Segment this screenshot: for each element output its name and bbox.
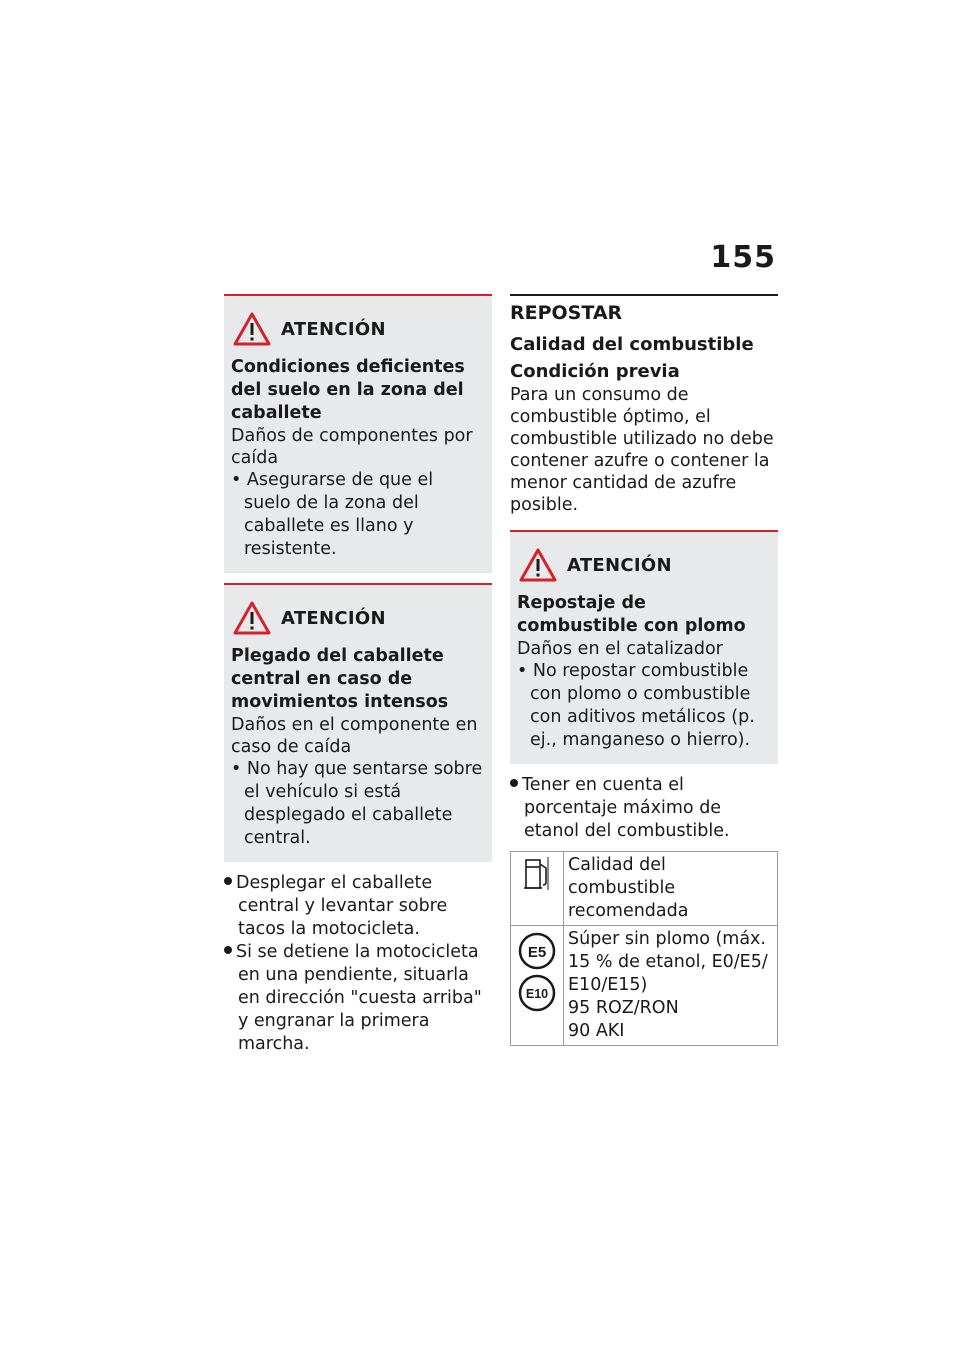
warning-triangle-icon xyxy=(233,601,271,635)
precondition-title: Condición previa xyxy=(510,361,680,382)
table-cell xyxy=(511,926,564,1046)
fuel-pump-icon xyxy=(522,854,552,892)
list-item: Si se detiene la motocicleta en una pendiente, situarla en dirección "cuesta arriba" y engranar la primera marcha. xyxy=(224,941,492,1056)
body-paragraph: Para un consumo de combustible óptimo, el combustible utilizado no debe contener azufre o contener la menor cantidad de azufre posible. xyxy=(510,385,774,515)
warning-box xyxy=(224,583,492,862)
left-column xyxy=(224,294,492,1056)
fuel-spec-line: Súper sin plomo (máx. 15 % de etanol, E0/E5/ E10/E15) xyxy=(568,929,768,995)
fuel-spec-line: 90 AKI xyxy=(568,1021,625,1041)
e5-badge-icon xyxy=(518,932,556,970)
warning-action: • Asegurarse de que el suelo de la zona del caballete es llano y resistente. xyxy=(231,470,434,559)
warning-title: ATENCIÓN xyxy=(281,318,386,340)
svg-text:E10: E10 xyxy=(525,987,549,1001)
table-header-cell: Calidad del combustible recomendada xyxy=(564,852,778,926)
warning-subtitle: Plegado del caballete central en caso de movimientos intensos xyxy=(231,646,449,712)
section-title: REPOSTAR xyxy=(510,294,778,327)
warning-title: ATENCIÓN xyxy=(281,607,386,629)
list-item: Desplegar el caballete central y levantar sobre tacos la motocicleta. xyxy=(224,872,492,941)
warning-cause: Daños en el componente en caso de caída xyxy=(231,715,478,757)
subsection-title: Calidad del combustible xyxy=(510,334,754,355)
page-number: 155 xyxy=(710,240,776,275)
warning-triangle-icon xyxy=(233,312,271,346)
fuel-quality-table xyxy=(510,851,778,1046)
warning-title: ATENCIÓN xyxy=(567,554,672,576)
warning-box xyxy=(224,294,492,573)
fuel-spec-line: 95 ROZ/RON xyxy=(568,998,679,1018)
warning-cause: Daños en el catalizador xyxy=(517,639,723,659)
table-cell xyxy=(564,926,778,1046)
instruction-list xyxy=(510,774,778,843)
warning-action: • No repostar combustible con plomo o combustible con aditivos metálicos (p. ej., manganeso o hierro). xyxy=(517,661,755,750)
bullet-icon xyxy=(224,946,232,954)
bullet-icon xyxy=(510,779,518,787)
instruction-list xyxy=(224,872,492,1056)
list-item: Tener en cuenta el porcentaje máximo de etanol del combustible. xyxy=(510,774,778,843)
warning-triangle-icon xyxy=(519,548,557,582)
right-column xyxy=(510,294,778,1046)
warning-subtitle: Repostaje de combustible con plomo xyxy=(517,593,746,636)
svg-text:E5: E5 xyxy=(527,944,547,961)
table-row xyxy=(511,926,778,1046)
warning-box xyxy=(510,530,778,764)
bullet-icon xyxy=(224,877,232,885)
warning-subtitle: Condiciones deficientes del suelo en la zona del caballete xyxy=(231,357,465,423)
warning-action: • No hay que sentarse sobre el vehículo si está desplegado el caballete central. xyxy=(231,759,483,848)
table-cell xyxy=(511,852,564,926)
warning-cause: Daños de componentes por caída xyxy=(231,426,473,468)
e10-badge-icon xyxy=(518,974,556,1012)
table-row xyxy=(511,852,778,926)
